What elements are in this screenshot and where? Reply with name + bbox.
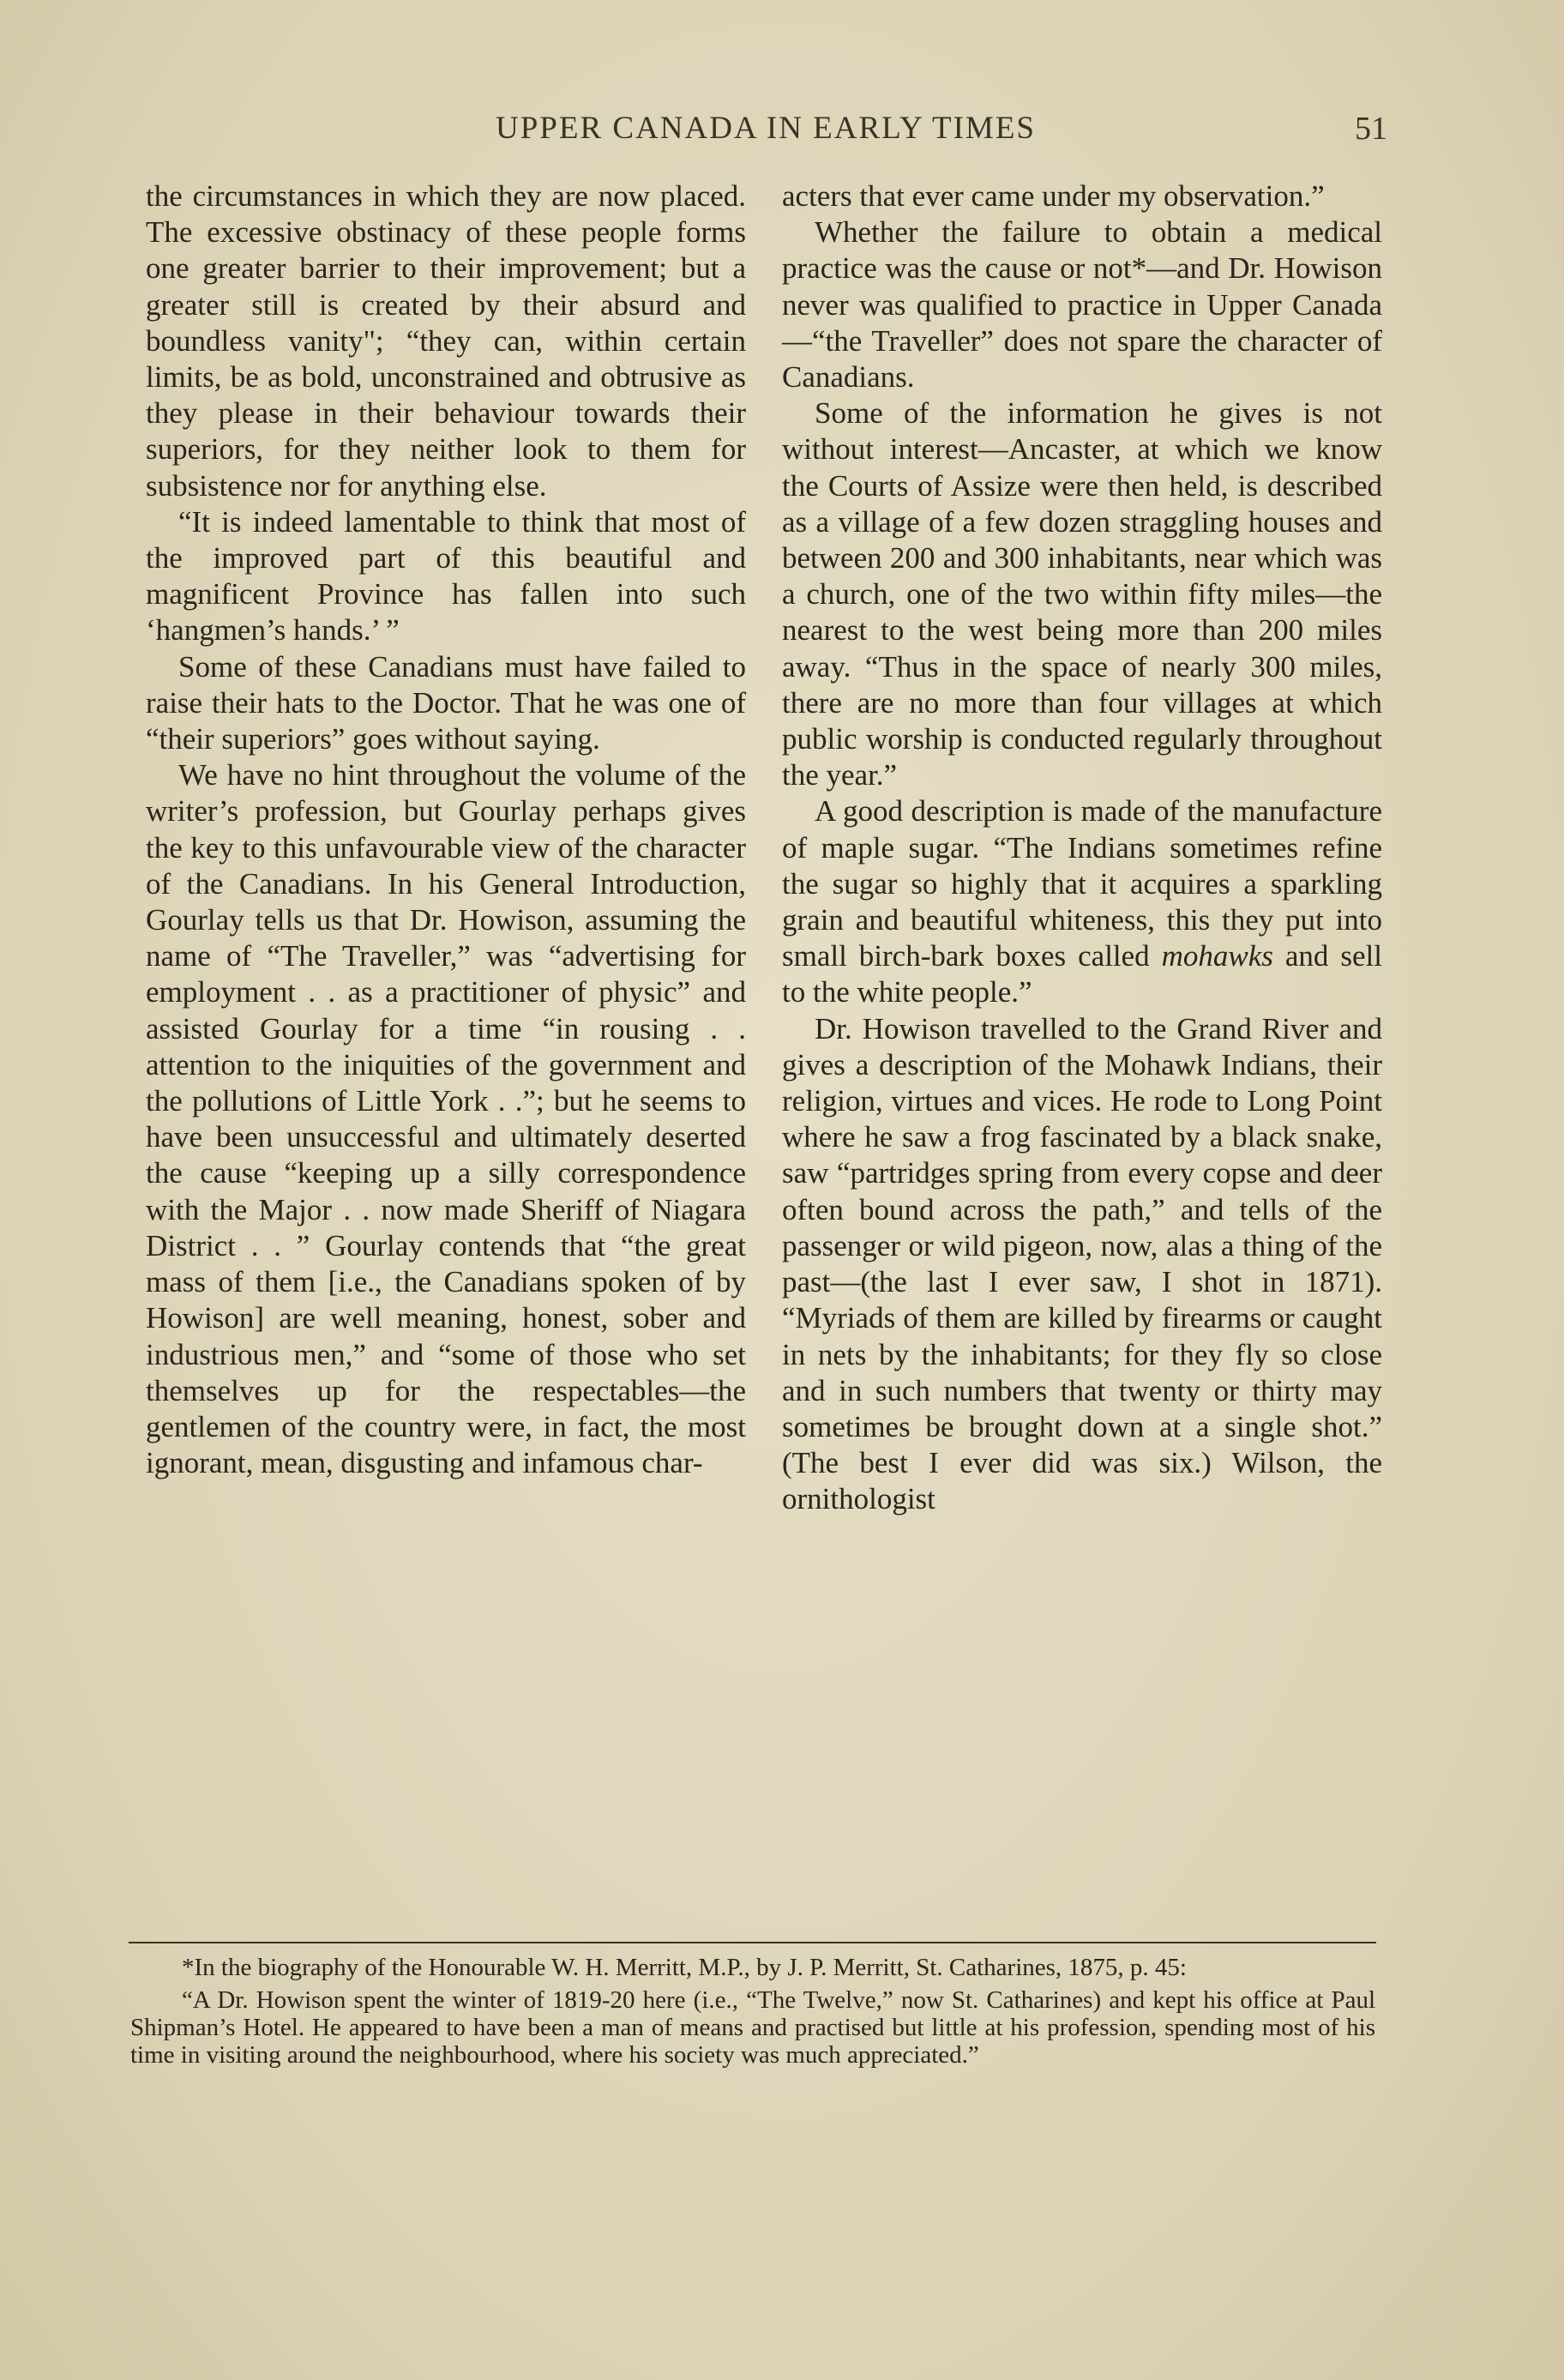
footnote: “A Dr. Howison spent the winter of 1819-20 here (i.e., “The Twelve,” now St. Catharines) and kept his office at Paul Shipman’s Hotel. He appeared to have been a man of means and practised but little at his profession, spending most of his time in visiting around the neighbourhood, where his society was much appreciated.” — [130, 1986, 1375, 2069]
running-title: UPPER CANADA IN EARLY TIMES — [495, 111, 1036, 146]
paragraph: Some of these Canadians must have failed to raise their hats to the Doctor. That he was one of “their superiors” goes without saying. — [146, 649, 746, 756]
footnotes — [130, 1954, 1375, 2074]
text-run: A good description is made of the manufacture of maple sugar. “The Indians sometimes refine the sugar so highly that it acquires a sparkling grain and beautiful whiteness, this they put into small birch-bark boxes called — [782, 794, 1382, 973]
text-run: and sell to the white people.” — [782, 939, 1383, 1009]
paragraph — [782, 793, 1382, 1010]
paragraph: acters that ever came under my observation.” — [782, 179, 1325, 213]
right-column — [782, 178, 1382, 1518]
page-number: 51 — [1355, 111, 1387, 147]
italic-term: mohawks — [1161, 939, 1273, 973]
paragraph: Dr. Howison travelled to the Grand River and gives a description of the Mohawk Indians, their religion, virtues and vices. He rode to Long Point where he saw a frog fascinated by a black snake, saw “partridges spring from every copse and deer often bound across the path,” and tells of the passenger or wild pigeon, now, alas a thing of the past—(the last I ever saw, I shot in 1871). “Myriads of them are killed by firearms or caught in nets by the inhabitants; for they fly so close and in such numbers that twenty or thirty may sometimes be brought down at a single shot.” (The best I ever did was six.) Wilson, the ornithologist — [782, 1011, 1382, 1516]
paragraph: “It is indeed lamentable to think that most of the improved part of this beautiful and magnificent Province has fallen into such ‘hangmen’s hands.’ ” — [146, 504, 746, 648]
paragraph: the circumstances in which they are now placed. The excessive obstinacy of these people forms one greater barrier to their improvement; but a greater still is created by their absurd and boundless vanity"; “they can, within certain limits, be as bold, unconstrained and obtrusive as they please in their behaviour towards their superiors, for they neither look to them for subsistence nor for anything else. — [146, 179, 746, 503]
footnote: *In the biography of the Honourable W. H. Merritt, M.P., by J. P. Merritt, St. Catharines, 1875, p. 45: — [182, 1954, 1187, 1981]
paragraph: We have no hint throughout the volume of the writer’s profession, but Gourlay perhaps gives the key to this unfavourable view of the character of the Canadians. In his General Introduction, Gourlay tells us that Dr. Howison, assuming the name of “The Traveller,” was “advertising for employment . . as a practitioner of physic” and assisted Gourlay for a time “in rousing . . attention to the iniquities of the government and the pollutions of Little York . .”; but he seems to have been unsuccessful and ultimately deserted the cause “keeping up a silly correspondence with the Major . . now made Sheriff of Niagara District . . ” Gourlay contends that “the great mass of them [i.e., the Canadians spoken of by Howison] are well meaning, honest, sober and industrious men,” and “some of those who set themselves up for the respectables—the gentlemen of the country were, in fact, the most ignorant, mean, disgusting and infamous char- — [146, 758, 746, 1480]
paragraph: Some of the information he gives is not without interest—Ancaster, at which we know the Courts of Assize were then held, is described as a village of a few dozen straggling houses and between 200 and 300 inhabitants, near which was a church, one of the two within fifty miles—the nearest to the west being more than 200 miles away. “Thus in the space of nearly 300 miles, there are no more than four villages at which public worship is conducted regularly throughout the year.” — [782, 396, 1382, 792]
paragraph: Whether the failure to obtain a medical practice was the cause or not*—and Dr. Howison never was qualified to practice in Upper Canada—“the Traveller” does not spare the character of Canadians. — [782, 215, 1382, 395]
left-column — [146, 178, 746, 1481]
running-head — [144, 110, 1387, 153]
footnote-rule — [129, 1942, 1376, 1943]
